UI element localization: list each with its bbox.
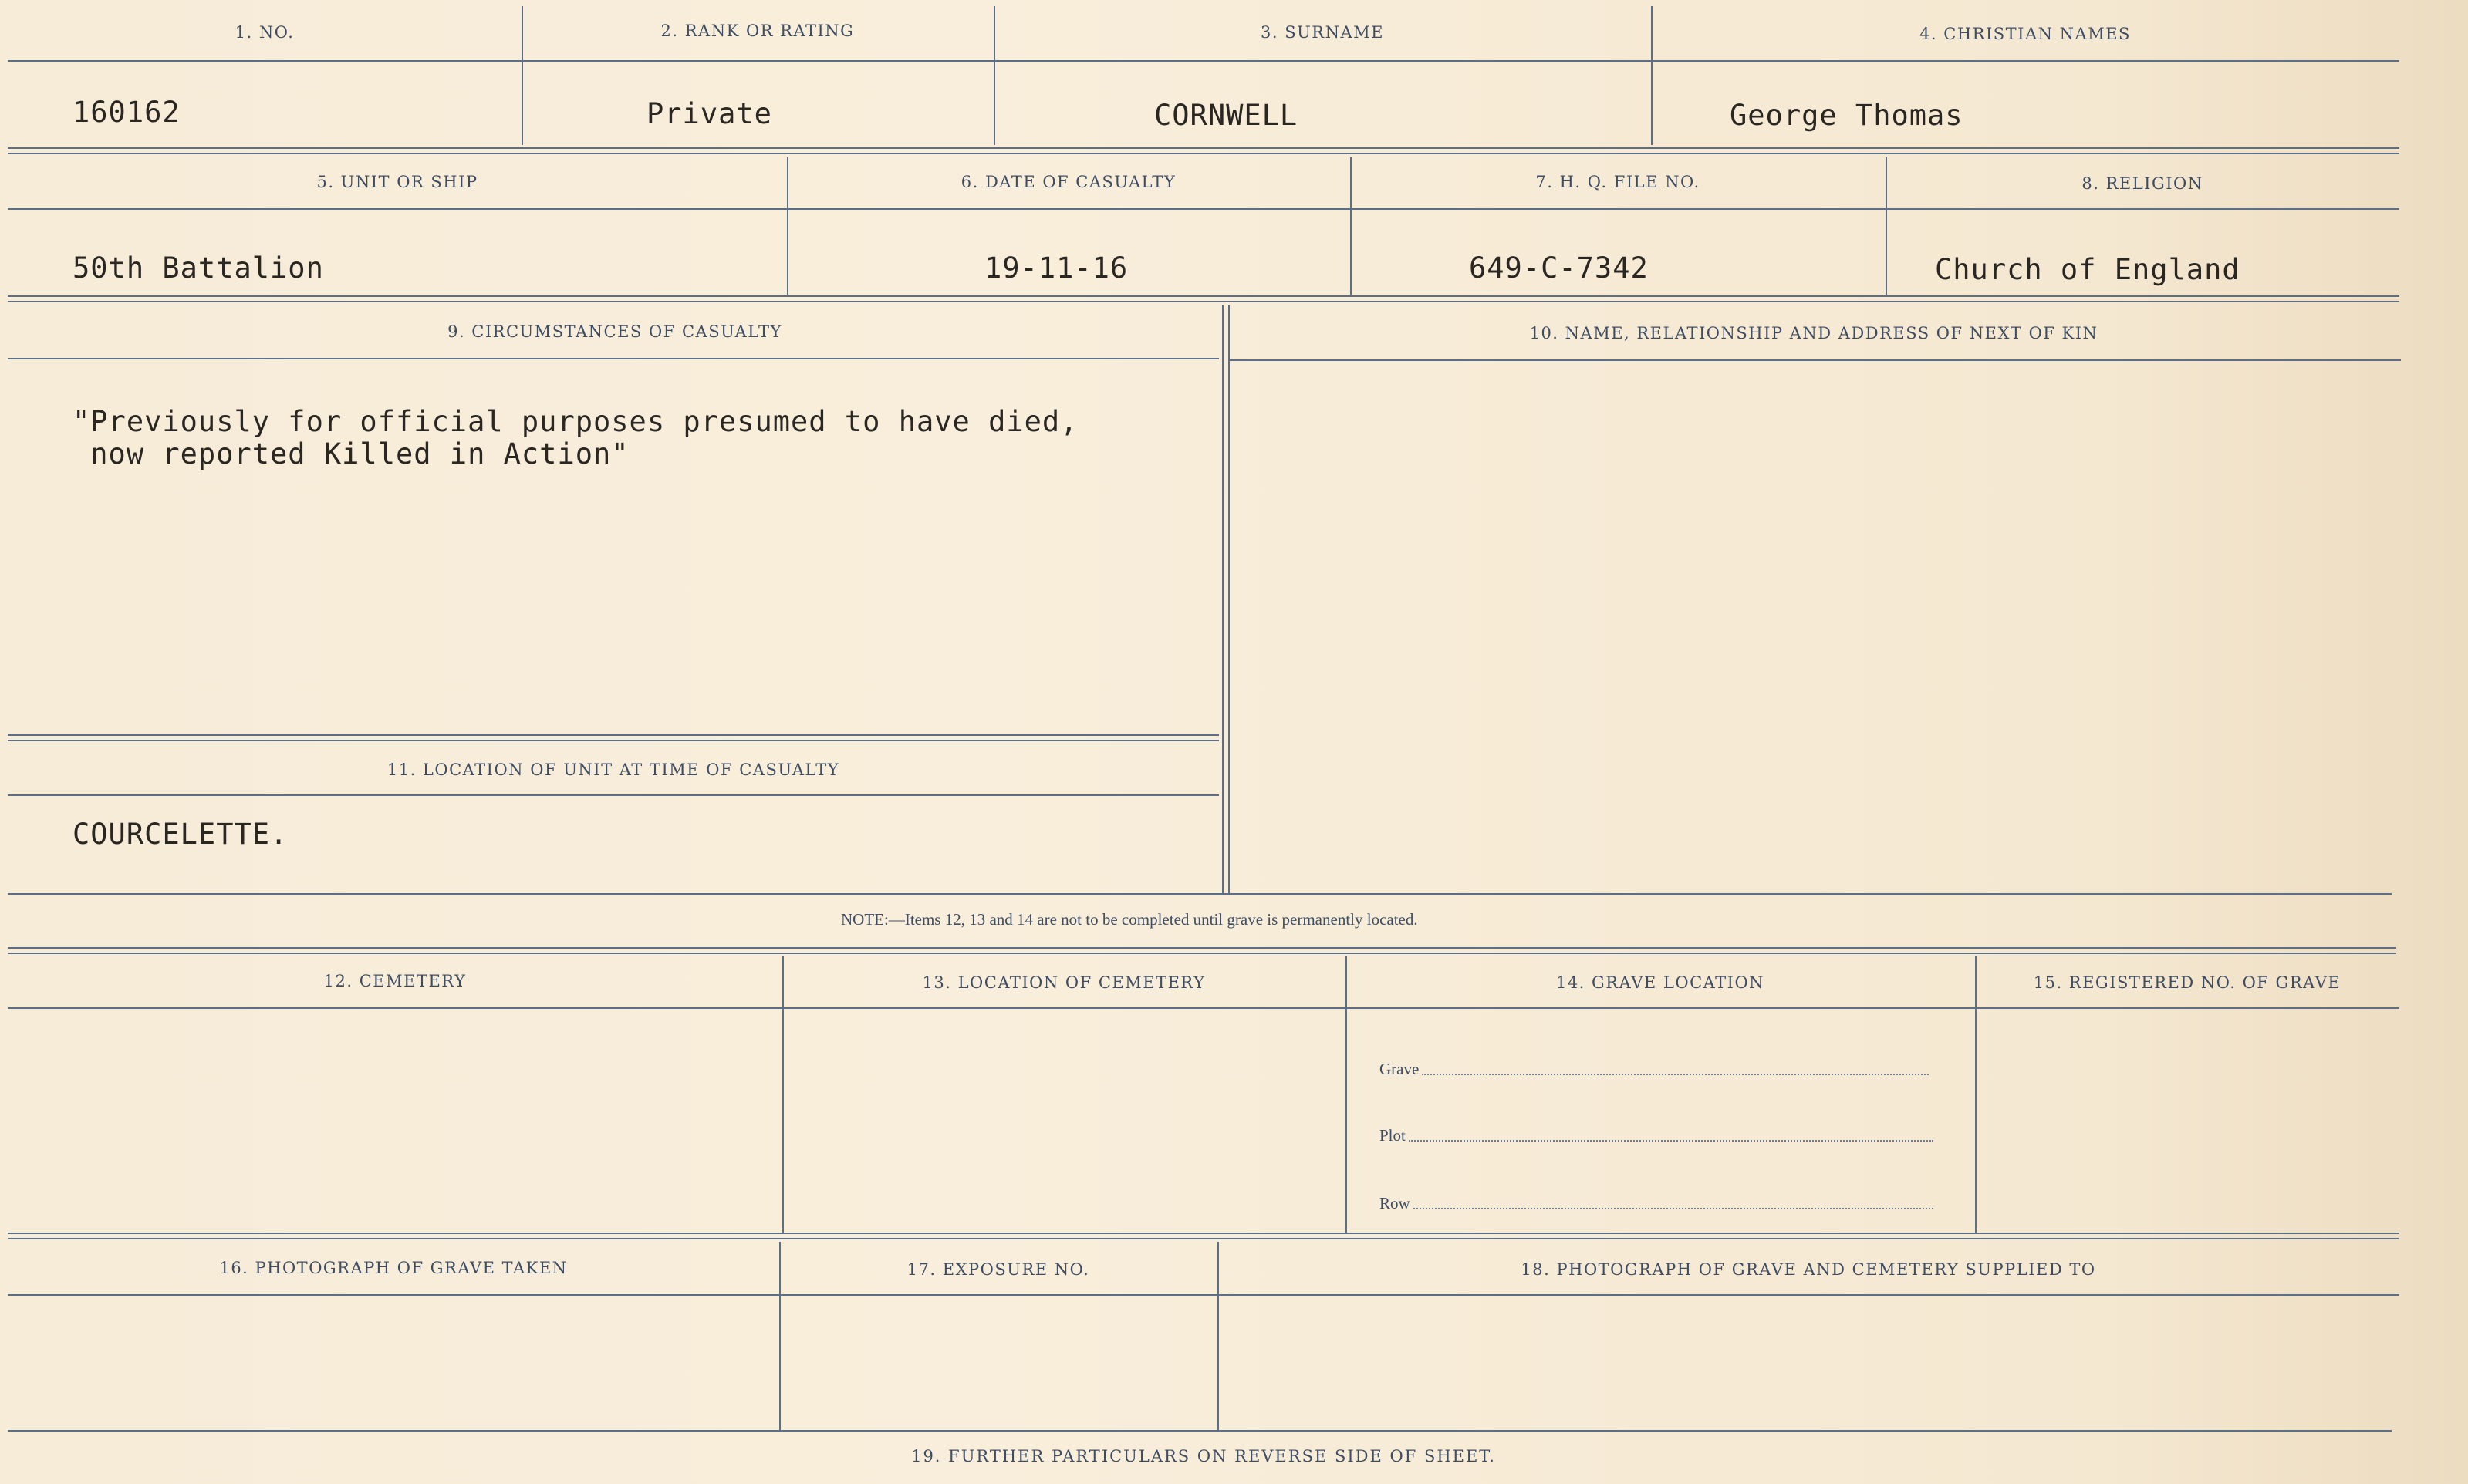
divider — [1222, 305, 1224, 893]
unit-value: 50th Battalion — [73, 251, 324, 285]
note-bottom-rule — [8, 947, 2396, 954]
circumstances-bottom-rule — [8, 734, 1219, 741]
christian-names-value: George Thomas — [1730, 99, 1963, 132]
divider — [1975, 956, 1977, 1233]
hq-file-no-label: 7. H. Q. FILE NO. — [1535, 173, 1700, 191]
rank-value: Private — [647, 97, 772, 130]
exposure-no-label: 17. EXPOSURE NO. — [907, 1260, 1090, 1279]
divider — [1228, 305, 1230, 893]
row-line — [1379, 1194, 1933, 1213]
no-label: 1. NO. — [235, 23, 295, 42]
surname-value: CORNWELL — [1154, 99, 1298, 132]
location-of-unit-label: 11. LOCATION OF UNIT AT TIME OF CASUALTY — [387, 761, 840, 779]
location-of-cemetery-label: 13. LOCATION OF CEMETERY — [922, 973, 1206, 992]
further-particulars-label: 19. FURTHER PARTICULARS ON REVERSE SIDE OF SHEET. — [911, 1447, 1496, 1465]
row-label: Row — [1379, 1194, 1410, 1212]
date-of-casualty-value: 19-11-16 — [984, 251, 1129, 285]
circumstances-label: 9. CIRCUMSTANCES OF CASUALTY — [447, 322, 782, 341]
circumstances-value: "Previously for official purposes presumed to have died, now reported Killed in Action" — [73, 405, 1079, 470]
date-of-casualty-label: 6. DATE OF CASUALTY — [961, 173, 1177, 191]
note-text: NOTE:—Items 12, 13 and 14 are not to be completed until grave is permanently located. — [841, 910, 1418, 929]
cemetery-label: 12. CEMETERY — [323, 972, 467, 990]
hq-file-no-value: 649-C-7342 — [1469, 251, 1649, 285]
divider — [782, 956, 784, 1233]
photo-taken-label: 16. PHOTOGRAPH OF GRAVE TAKEN — [219, 1259, 568, 1277]
row2-bottom-rule — [8, 295, 2399, 302]
grave-location-label: 14. GRAVE LOCATION — [1555, 973, 1765, 992]
note-top-rule — [8, 893, 2392, 895]
no-value: 160162 — [73, 96, 181, 129]
photo-label-rule — [8, 1294, 2399, 1296]
plot-line — [1379, 1126, 1933, 1145]
row1-bottom-rule — [8, 147, 2399, 154]
divider — [1345, 956, 1347, 1233]
plot-label: Plot — [1379, 1126, 1406, 1145]
grave-label: Grave — [1379, 1060, 1420, 1078]
christian-names-label: 4. CHRISTIAN NAMES — [1919, 25, 2131, 43]
cemetery-label-rule — [8, 1007, 2399, 1009]
row1-label-rule — [8, 60, 2399, 62]
location-of-unit-value: COURCELETTE. — [73, 818, 289, 851]
row2-label-rule — [8, 208, 2399, 210]
cemetery-bottom-rule — [8, 1233, 2399, 1239]
location-label-rule — [8, 794, 1219, 796]
kin-label-rule — [1230, 359, 2401, 361]
religion-value: Church of England — [1935, 253, 2240, 286]
grave-line — [1379, 1060, 1929, 1079]
religion-label: 8. RELIGION — [2081, 174, 2203, 193]
photo-supplied-label: 18. PHOTOGRAPH OF GRAVE AND CEMETERY SUPPLIED TO — [1521, 1260, 2096, 1279]
circumstances-label-rule — [8, 358, 1219, 359]
unit-label: 5. UNIT OR SHIP — [316, 173, 478, 191]
registered-no-label: 15. REGISTERED NO. OF GRAVE — [2033, 973, 2341, 992]
next-of-kin-label: 10. NAME, RELATIONSHIP AND ADDRESS OF NEXT OF KIN — [1529, 324, 2098, 342]
surname-label: 3. SURNAME — [1261, 23, 1384, 42]
rank-label: 2. RANK OR RATING — [660, 22, 855, 40]
photo-bottom-rule — [8, 1430, 2392, 1432]
